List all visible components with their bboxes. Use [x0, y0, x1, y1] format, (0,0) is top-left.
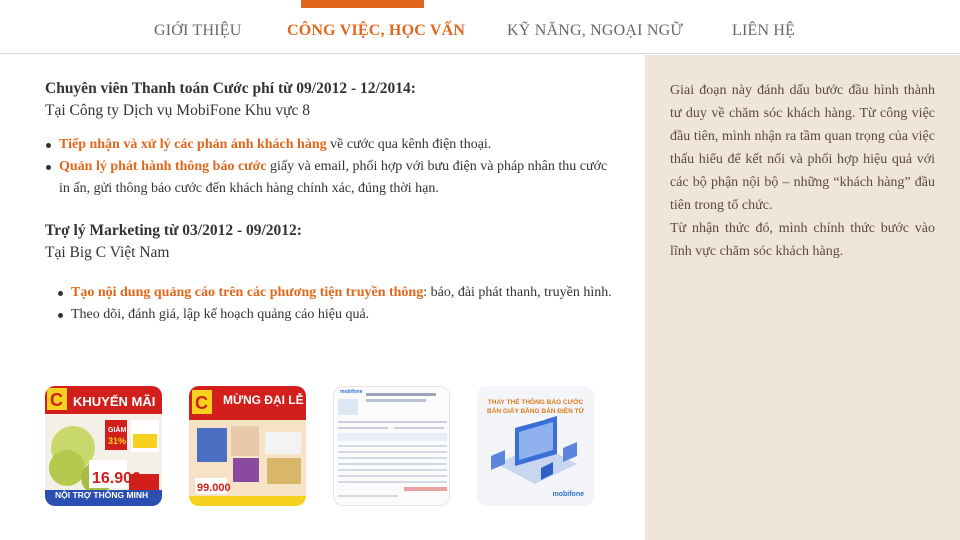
bigc-promo-image — [45, 386, 162, 506]
duty-item — [57, 304, 615, 326]
duty-text: Theo dõi, đánh giá, lập kế hoạch quảng cáo hiệu quả. — [71, 307, 370, 322]
reflection-paragraph: Từ nhận thức đó, mình chính thức bước vào lĩnh vực chăm sóc khách hàng. — [670, 221, 935, 259]
duty-highlight: Quản lý phát hành thông báo cước — [59, 159, 267, 174]
work-history — [45, 80, 615, 326]
promo-banner-text: MỪNG ĐẠI LỄ — [223, 393, 304, 407]
promo-price: 99.000 — [197, 482, 231, 494]
top-navigation — [0, 0, 960, 54]
ebill-title: THAY THẾ THÔNG BÁO CƯỚC BẢN GIẤY BẰNG BẢN ĐIỆN TỬ — [487, 399, 584, 415]
reflection-panel — [645, 55, 960, 540]
tab-cong-viec-hoc-van[interactable]: CÔNG VIỆC, HỌC VẤN — [287, 22, 466, 39]
job-entry — [45, 222, 615, 326]
svg-text:31%: 31% — [108, 436, 127, 446]
duty-text: giấy và email, phối hợp với bưu điện và pháp nhân thu cước in ấn, gửi thông báo cước đến khách hàng chính xác, đúng thời hạn. — [59, 159, 608, 196]
job-title: Trợ lý Marketing từ 03/2012 - 09/2012: — [45, 222, 302, 239]
tab-ky-nang-ngoai-ngu[interactable]: KỸ NĂNG, NGOẠI NGỮ — [507, 22, 683, 39]
promo-price: 16.900 — [92, 470, 141, 487]
bill-brand-logo: mobifone — [340, 389, 363, 395]
duty-item — [45, 156, 615, 200]
duty-item — [57, 282, 615, 304]
duty-highlight: Tạo nội dung quảng cáo trên các phương tiện truyền thông — [71, 285, 424, 300]
promo-banner-text: KHUYẾN MÃI — [73, 394, 156, 409]
duty-text: : báo, đài phát thanh, truyền hình. — [423, 285, 612, 300]
tab-gioi-thieu[interactable]: GIỚI THIỆU — [154, 22, 242, 39]
reflection-paragraph: Giai đoạn này đánh dấu bước đầu hình thành tư duy về chăm sóc khách hàng. Từ công việc đầu tiên, mình nhận ra tầm quan trọng của việc thấu hiểu để kết nối và phối hợp hiệu quả với các bộ phận nội bộ – những “khách hàng” đầu tiên trong tổ chức. — [670, 83, 935, 213]
job-company: Tại Big C Việt Nam — [45, 244, 170, 261]
duty-highlight: Tiếp nhận và xử lý các phản ánh khách hàng — [59, 137, 327, 152]
svg-text:C: C — [195, 393, 208, 413]
ebill-illustration-image — [477, 386, 594, 506]
svg-text:C: C — [50, 390, 63, 410]
duty-item — [45, 134, 615, 156]
job-duties — [45, 282, 615, 326]
active-tab-indicator — [301, 0, 424, 8]
paper-bill-image — [333, 386, 450, 506]
holiday-promo-image — [189, 386, 306, 506]
job-title: Chuyên viên Thanh toán Cước phí từ 09/2012 - 12/2014: — [45, 80, 416, 97]
job-duties — [45, 134, 615, 200]
duty-text: về cước qua kênh điện thoại. — [326, 137, 492, 152]
job-company: Tại Công ty Dịch vụ MobiFone Khu vực 8 — [45, 102, 310, 119]
ebill-brand-logo: mobifone — [552, 491, 584, 498]
job-entry — [45, 80, 615, 200]
portfolio-images — [45, 386, 605, 506]
promo-footer-text: NỘI TRỢ THÔNG MINH — [55, 490, 149, 500]
tab-lien-he[interactable]: LIÊN HỆ — [732, 22, 796, 39]
reflection-text — [670, 79, 935, 263]
svg-text:GIẢM: GIẢM — [108, 427, 127, 434]
paper-bill-artwork — [334, 387, 450, 506]
